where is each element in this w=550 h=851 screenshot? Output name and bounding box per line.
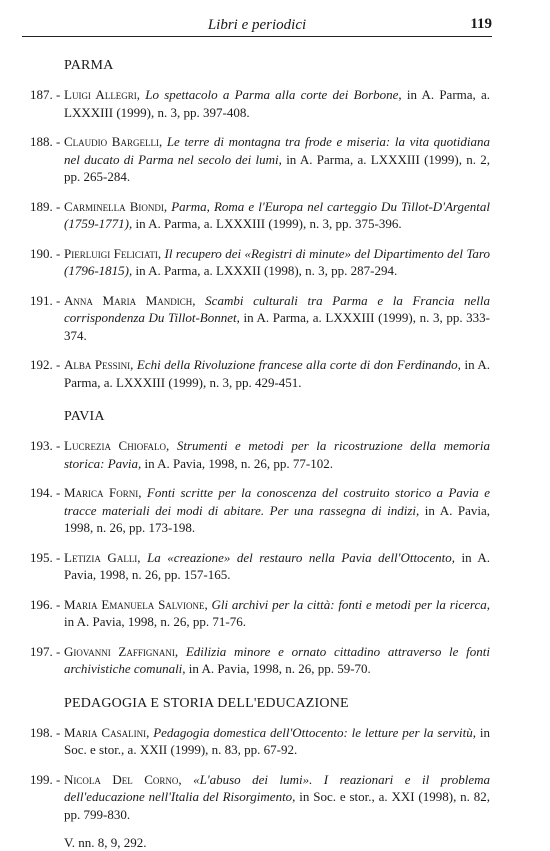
entry-author: Letizia Galli, <box>64 549 141 565</box>
section-heading: PEDAGOGIA E STORIA DELL'EDUCAZIONE <box>64 695 349 711</box>
entry-number: 192. - <box>30 357 61 372</box>
entry-author: Maria Casalini, <box>64 724 150 740</box>
entry-number: 189. - <box>30 198 61 214</box>
entry-title: Strumenti e metodi per la ricostruzione della memoria storica: Pavia, <box>64 438 490 471</box>
bibliography-entry <box>30 771 490 824</box>
entry-title: Le terre di montagna tra frode e miseria: la vita quotidiana nel ducato di Parma nel secolo dei lumi, <box>64 134 491 167</box>
entry-author: Maria Emanuela Salvione, <box>64 596 208 612</box>
entry-citation: in A. Pavia, 1998, n. 26, pp. 59-70. <box>188 661 371 676</box>
entry-number: 190. - <box>30 245 61 261</box>
entry-citation: in A. Pavia, 1998, n. 26, pp. 157-165. <box>64 549 491 582</box>
running-title: Libri e periodici <box>207 17 307 33</box>
entry-citation: in A. Parma, a. LXXXIII (1999), n. 3, pp. 429-451. <box>64 357 490 390</box>
entry-author: Pierluigi Feliciati, <box>64 245 162 261</box>
bibliography-entry <box>30 549 490 584</box>
entry-author: Nicola Del Corno, <box>64 771 182 787</box>
entry-title: Edilizia minore e ornato cittadino attraverso le fonti archivistiche comunali, <box>64 643 490 676</box>
bibliography-entry <box>30 643 490 678</box>
entry-title: Scambi culturali tra Parma e la Francia nella corrispondenza Du Tillot-Bonnet, <box>64 292 490 325</box>
entry-citation: in A. Parma, a. LXXXIII (1999), n. 3, pp. 397-408. <box>64 87 491 120</box>
entry-citation: in A. Pavia, 1998, n. 26, pp. 173-198. <box>64 502 490 535</box>
page-number: 119 <box>470 16 492 32</box>
section-heading: PARMA <box>64 58 114 73</box>
entry-citation: in A. Parma, a. LXXXII (1998), n. 3, pp. 287-294. <box>135 263 398 278</box>
entry-author: Claudio Bargelli, <box>64 134 163 149</box>
entry-author: Alba Pessini, <box>64 357 134 372</box>
bibliography-entry <box>30 86 490 121</box>
entry-author: Luigi Allegri, <box>64 87 141 102</box>
entry-citation: in Soc. e stor., a. XXII (1999), n. 83, pp. 67-92. <box>64 724 490 757</box>
entry-title: Echi della Rivoluzione francese alla corte di don Ferdinando, <box>136 357 461 372</box>
entry-number: 198. - <box>30 724 61 740</box>
entry-title: Pedagogia domestica dell'Ottocento: le letture per la servitù, <box>153 724 477 740</box>
entry-number: 195. - <box>30 549 61 565</box>
bibliography-entry <box>30 133 490 186</box>
entry-author: Carminella Biondi, <box>64 198 168 214</box>
running-header <box>22 14 492 37</box>
entry-citation: in A. Pavia, 1998, n. 26, pp. 77-102. <box>144 455 334 471</box>
entry-number: 193. - <box>30 438 61 453</box>
entry-title: Fonti scritte per la conoscenza del costruito storico a Pavia e tracce materiali dei modi di abitare. Per una rassegna di indizi, <box>64 485 491 518</box>
entry-author: Anna Maria Mandich, <box>64 292 196 308</box>
bibliography-entry <box>30 484 490 537</box>
entry-citation: in A. Parma, a. LXXXIII (1999), n. 2, pp. 265-284. <box>64 151 491 184</box>
entry-author: Marica Forni, <box>64 485 142 500</box>
bibliography-entry <box>30 356 490 391</box>
entry-number: 194. - <box>30 485 61 500</box>
entry-number: 196. - <box>30 596 61 612</box>
entry-title: Parma, Roma e l'Europa nel carteggio Du Tillot-D'Argental (1759-1771), <box>64 198 490 231</box>
bibliography-entry <box>30 292 490 345</box>
entry-citation: in A. Parma, a. LXXXIII (1999), n. 3, pp. 333-374. <box>64 310 491 343</box>
entry-citation: in A. Pavia, 1998, n. 26, pp. 71-76. <box>64 614 246 629</box>
bibliography-content <box>30 58 490 851</box>
entry-number: 187. - <box>30 87 61 102</box>
entry-title: Il recupero dei «Registri di minute» del Dipartimento del Taro (1796-1815), <box>64 245 491 278</box>
entry-title: Lo spettacolo a Parma alla corte dei Borbone, <box>145 87 402 102</box>
entry-number: 199. - <box>30 771 61 787</box>
bibliography-entry <box>30 245 490 280</box>
bibliography-entry <box>30 198 490 233</box>
entry-citation: in Soc. e stor., a. XXI (1998), n. 82, pp. 799-830. <box>64 789 491 822</box>
cross-reference-note: V. nn. 8, 9, 292. <box>64 835 147 850</box>
bibliography-entry <box>30 437 490 472</box>
entry-author: Giovanni Zaffignani, <box>64 643 179 659</box>
section-heading: PAVIA <box>64 409 105 424</box>
entry-number: 191. - <box>30 292 61 308</box>
entry-number: 188. - <box>30 134 61 149</box>
bibliography-entry <box>30 724 490 759</box>
entry-author: Lucrezia Chiofalo, <box>64 438 170 453</box>
entry-number: 197. - <box>30 643 61 659</box>
entry-title: «L'abuso dei lumi». I reazionari e il problema dell'educazione nell'Italia del Risorgimento, <box>64 771 491 804</box>
entry-title: Gli archivi per la città: fonti e metodi per la ricerca, <box>211 596 491 612</box>
bibliography-entry <box>30 596 490 631</box>
entry-citation: in A. Parma, a. LXXXIII (1999), n. 3, pp. 375-396. <box>135 216 402 231</box>
entry-title: La «creazione» del restauro nella Pavia dell'Ottocento, <box>147 549 455 565</box>
